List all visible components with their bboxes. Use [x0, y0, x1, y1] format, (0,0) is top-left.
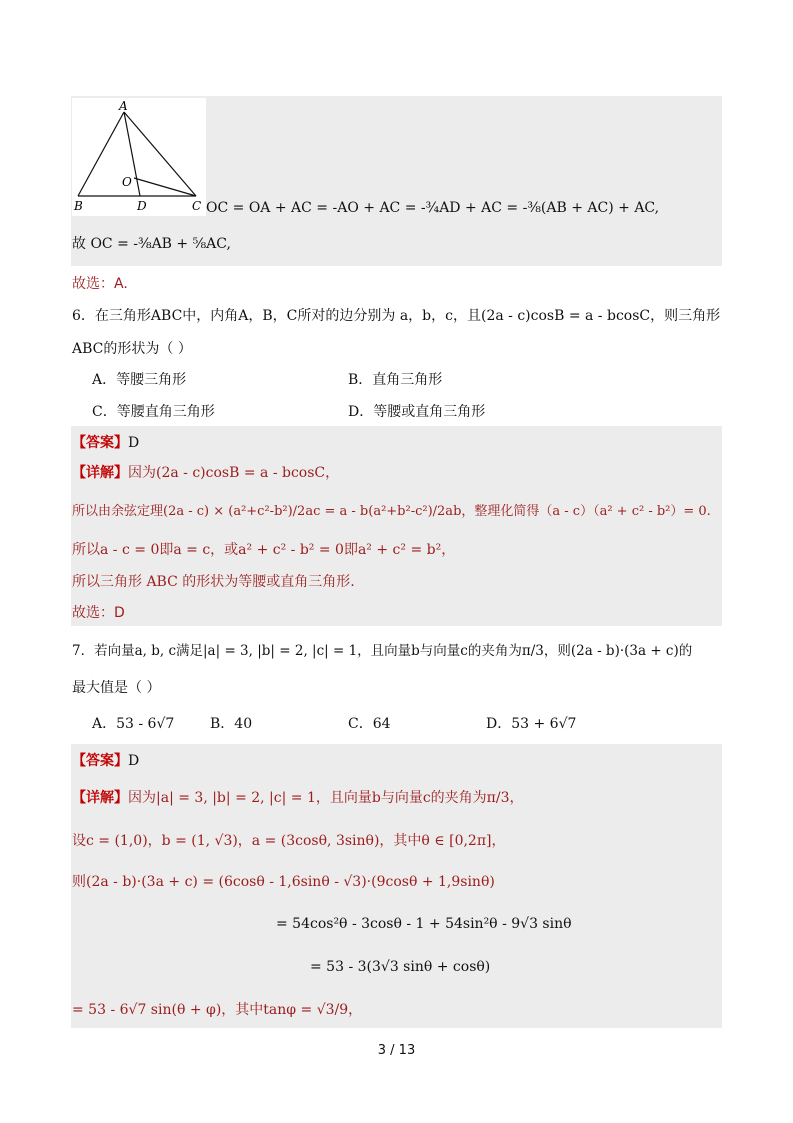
q6-stem-line1: 6．在三角形ABC中，内角A，B，C所对的边分别为 a，b，c，且(2a - c)cosB = a - bcosC，则三角形 — [72, 308, 721, 324]
q6-detail2: 所以由余弦定理(2a - c) × (a²+c²-b²)/2ac = a - b(a²+b²-c²)/2ab，整理化简得（a - c）（a² + c² - b²）= 0. — [72, 504, 711, 519]
q7-detail1 — [72, 788, 524, 808]
q7-detail4: = 54cos²θ - 3cosθ - 1 + 54sin²θ - 9√3 sinθ — [276, 916, 572, 932]
triangle-figure — [72, 98, 206, 216]
q6-option-a: A．等腰三角形 — [92, 372, 187, 388]
q5-solution-line2: 故 OC = -⅜AB + ⅝AC, — [72, 236, 231, 252]
page-number: 3 / 13 — [377, 1043, 416, 1058]
detail-text: 因为(2a - c)cosB = a - bcosC， — [128, 465, 340, 481]
q7-option-b: B．40 — [210, 716, 253, 732]
q6-choice: 故选：D — [72, 605, 125, 621]
answer-value: D — [128, 435, 140, 451]
answer-tag: 【答案】 — [72, 435, 128, 451]
q6-detail1 — [72, 463, 339, 483]
q7-detail2: 设c = (1,0)，b = (1, √3)，a = (3cosθ, 3sinθ)，其中θ ∈ [0,2π]， — [72, 833, 506, 849]
q7-option-c: C．64 — [348, 716, 391, 732]
detail-tag: 【详解】 — [72, 465, 128, 481]
q6-detail3: 所以a - c = 0即a = c，或a² + c² - b² = 0即a² + c² = b²， — [72, 542, 456, 558]
q7-detail3: 则(2a - b)·(3a + c) = (6cosθ - 1,6sinθ - √3)·(9cosθ + 1,9sinθ) — [72, 874, 495, 890]
label-D: D — [137, 199, 147, 213]
q6-option-c: C．等腰直角三角形 — [92, 404, 215, 420]
q6-option-b: B．直角三角形 — [348, 372, 443, 388]
label-O: O — [122, 175, 132, 189]
label-C: C — [192, 199, 202, 213]
label-A: A — [119, 99, 128, 113]
q5-solution-line1: OC = OA + AC = -AO + AC = -¾AD + AC = -⅜(AB + AC) + AC, — [206, 200, 660, 216]
q5-choice: 故选：A. — [72, 276, 128, 292]
q7-detail5: = 53 - 3(3√3 sinθ + cosθ) — [310, 959, 491, 975]
q6-option-d: D．等腰或直角三角形 — [348, 404, 486, 420]
answer-tag: 【答案】 — [72, 753, 128, 769]
label-B: B — [74, 199, 83, 213]
q7-stem-line1: 7．若向量a, b, c满足|a| = 3, |b| = 2, |c| = 1，且向量b与向量c的夹角为π/3，则(2a - b)·(3a + c)的 — [72, 643, 693, 659]
q6-detail4: 所以三角形 ABC 的形状为等腰或直角三角形. — [72, 574, 355, 590]
q7-option-a: A．53 - 6√7 — [92, 716, 175, 732]
answer-value: D — [128, 753, 140, 769]
q6-solution-block — [71, 426, 722, 626]
q6-answer — [72, 433, 139, 453]
detail-tag: 【详解】 — [72, 790, 128, 806]
q7-option-d: D．53 + 6√7 — [486, 716, 577, 732]
q7-answer — [72, 751, 139, 771]
detail-text: 因为|a| = 3, |b| = 2, |c| = 1，且向量b与向量c的夹角为π/3， — [128, 790, 524, 806]
q7-detail6: = 53 - 6√7 sin(θ + φ)，其中tanφ = √3/9， — [72, 1002, 363, 1018]
q7-stem-line2: 最大值是（ ） — [72, 680, 161, 696]
q6-stem-line2: ABC的形状为（ ） — [72, 341, 192, 357]
